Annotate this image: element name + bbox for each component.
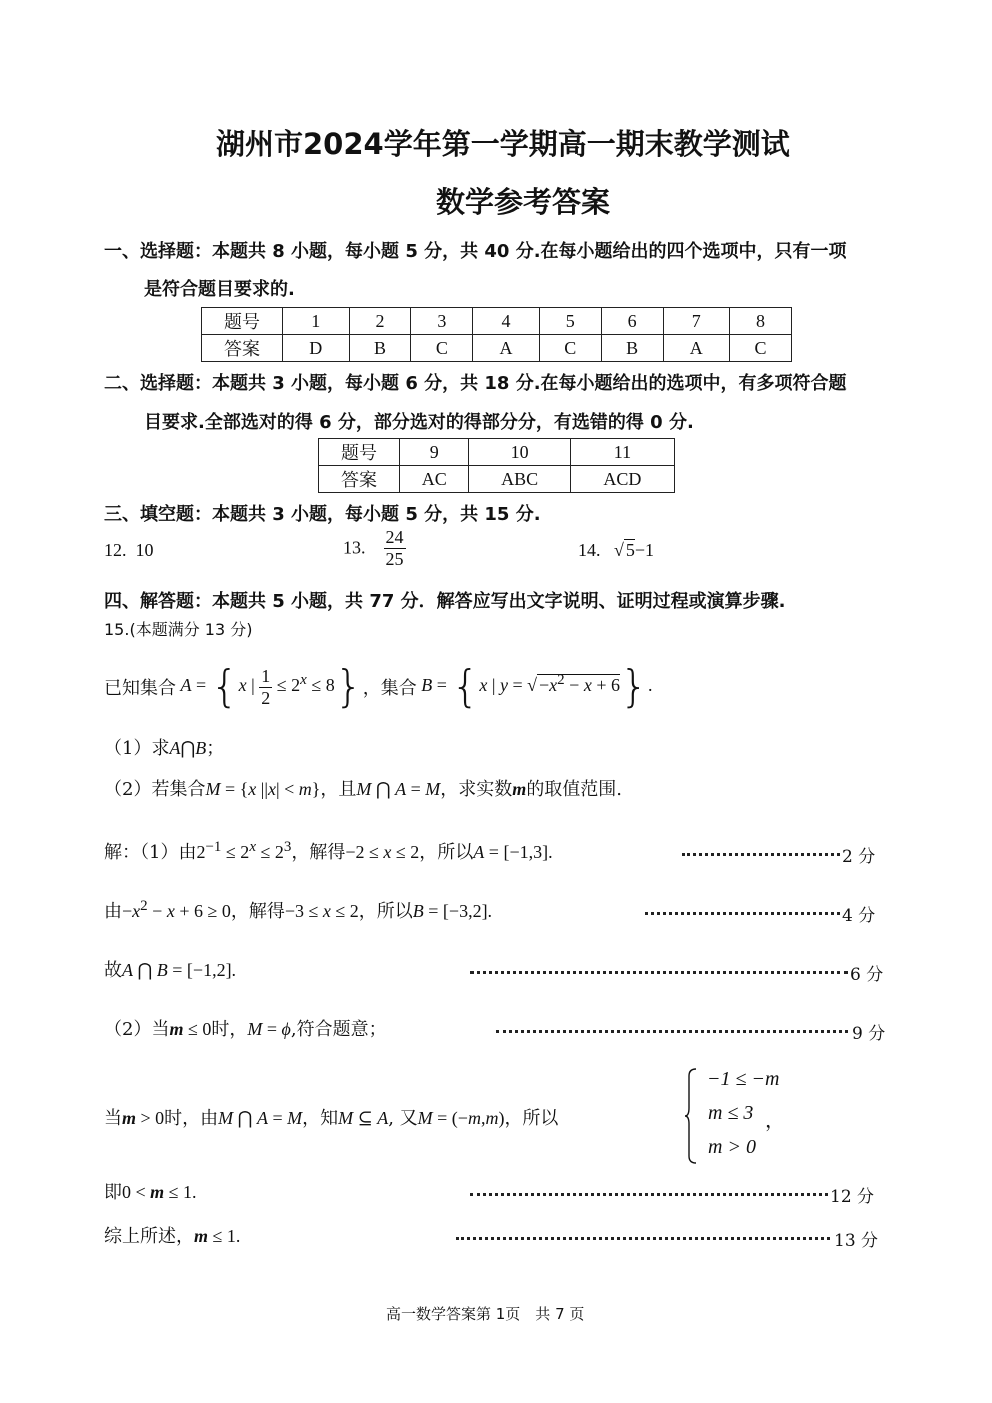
sol1-expr2: −2 ≤ x ≤ 2 bbox=[345, 842, 420, 862]
table-cell: 9 bbox=[400, 439, 469, 466]
table-cell: 11 bbox=[570, 439, 674, 466]
sol1-mid2: ，所以 bbox=[419, 842, 474, 863]
score-leader-dots bbox=[496, 1030, 848, 1033]
table-cell: 2 bbox=[349, 308, 411, 335]
section3-heading: 三、填空题：本题共 3 小题，每小题 5 分，共 15 分. bbox=[104, 504, 541, 525]
sol4-mid: 时， bbox=[211, 1019, 248, 1040]
sol2-expr3: B = [−3,2]. bbox=[412, 901, 493, 921]
sol4-expr1: m ≤ 0 bbox=[169, 1019, 212, 1039]
table-header-cell: 答案 bbox=[202, 335, 283, 362]
part2-prefix: （2）若集合 bbox=[104, 779, 206, 800]
sol2-prefix: 由 bbox=[104, 901, 122, 922]
sol1-prefix: 解：（1）由 bbox=[104, 842, 197, 863]
score-leader-dots bbox=[682, 853, 840, 856]
system-line-1: −1 ≤ −m bbox=[707, 1068, 780, 1090]
table-cell: ACD bbox=[570, 466, 674, 493]
q12-answer bbox=[104, 540, 154, 561]
table-cell: B bbox=[601, 335, 663, 362]
table-cell: 8 bbox=[730, 308, 792, 335]
table-cell: C bbox=[539, 335, 601, 362]
system-line-2: m ≤ 3 bbox=[708, 1102, 754, 1124]
table-header-cell: 题号 bbox=[319, 439, 400, 466]
sol6-prefix: 即 bbox=[104, 1182, 122, 1203]
system-brace bbox=[685, 1068, 697, 1164]
sol5-expr4: M = (−m,m) bbox=[417, 1108, 505, 1128]
sol7-prefix: 综上所述， bbox=[104, 1226, 194, 1247]
table-cell: 3 bbox=[411, 308, 473, 335]
sol2-expr2: −3 ≤ x ≤ 2 bbox=[284, 901, 359, 921]
part2-cond: M ⋂ A = M bbox=[356, 779, 441, 799]
sol5-expr2: M ⋂ A = M bbox=[218, 1108, 303, 1128]
score-label: 4 分 bbox=[842, 906, 876, 926]
sol4-expr2: M = ϕ bbox=[247, 1019, 291, 1039]
table-cell: 6 bbox=[601, 308, 663, 335]
problem-prefix: 已知集合 bbox=[104, 678, 176, 699]
part1 bbox=[104, 734, 224, 760]
solution-line-3 bbox=[104, 956, 236, 982]
solution-line-2 bbox=[104, 897, 492, 923]
solution-line-7 bbox=[104, 1222, 240, 1248]
score-leader-dots bbox=[645, 912, 840, 915]
q13-numerator: 24 bbox=[385, 527, 404, 547]
sol3-expr: A ⋂ B = [−1,2]. bbox=[122, 960, 237, 980]
sol7-expr: m ≤ 1. bbox=[194, 1226, 241, 1246]
problem-mid: ，集合 bbox=[362, 678, 417, 699]
part1-label: （1）求 bbox=[104, 738, 170, 759]
set-m-def: M = {x ||x| < m} bbox=[205, 779, 321, 799]
score-label: 9 分 bbox=[852, 1024, 886, 1044]
table-row bbox=[319, 466, 675, 493]
section2-heading-cont: 目要求.全部选对的得 6 分，部分选对的得部分分，有选错的得 0 分. bbox=[144, 412, 694, 433]
problem-statement bbox=[104, 657, 652, 717]
q12-label: 12. bbox=[104, 540, 127, 560]
table-row bbox=[202, 335, 792, 362]
q13-fraction bbox=[384, 527, 406, 569]
q14-answer bbox=[578, 540, 654, 561]
score-label: 2 分 bbox=[842, 847, 876, 867]
score-leader-dots bbox=[470, 1193, 828, 1196]
q13-label: 13. bbox=[343, 537, 366, 558]
table-cell: B bbox=[349, 335, 411, 362]
sol5-mid: 时，由 bbox=[164, 1108, 219, 1129]
table-cell: 1 bbox=[283, 308, 350, 335]
table-cell: A bbox=[473, 335, 540, 362]
sol4-suffix: ,符合题意； bbox=[290, 1019, 387, 1040]
sol1-expr1: $2^{-1} \le 2^x \le 2^3$ bbox=[196, 839, 292, 862]
sol6-expr: 0 < m ≤ 1. bbox=[122, 1182, 197, 1202]
section1-heading-cont: 是符合题目要求的. bbox=[144, 279, 295, 300]
sol4-prefix: （2）当 bbox=[104, 1019, 170, 1040]
section2-answer-table bbox=[318, 438, 675, 493]
table-row bbox=[319, 439, 675, 466]
table-cell: D bbox=[283, 335, 350, 362]
sol5-mid3: , 又 bbox=[388, 1108, 418, 1129]
score-leader-dots bbox=[456, 1237, 830, 1240]
sol5-mid4: ，所以 bbox=[504, 1108, 559, 1129]
section1-heading: 一、选择题：本题共 8 小题，每小题 5 分，共 40 分.在每小题给出的四个选项中，只有一项 bbox=[104, 241, 847, 262]
sqrt-sign: √ bbox=[614, 540, 624, 560]
sol2-mid2: ，所以 bbox=[358, 901, 413, 922]
score-label: 6 分 bbox=[850, 965, 884, 985]
solution-line-5 bbox=[104, 1104, 558, 1130]
table-cell: AC bbox=[400, 466, 469, 493]
table-cell: 7 bbox=[663, 308, 730, 335]
page-subtitle: 数学参考答案 bbox=[436, 185, 611, 219]
sol3-prefix: 故 bbox=[104, 960, 122, 981]
sol5-expr3: M ⊆ A bbox=[338, 1108, 389, 1128]
part1-expr: A⋂B； bbox=[169, 738, 225, 758]
sol1-mid: ，解得 bbox=[291, 842, 346, 863]
table-cell: C bbox=[730, 335, 792, 362]
q14-rest: −1 bbox=[634, 540, 655, 560]
part2-suffix: ，求实数 bbox=[440, 779, 513, 800]
sol2-mid: ，解得 bbox=[230, 901, 285, 922]
set-b-def: B = {x | y = √ $-x^2 - x + 6$}. bbox=[416, 661, 653, 712]
solution-line-6 bbox=[104, 1178, 197, 1204]
q13-answer bbox=[343, 527, 406, 569]
table-cell: 10 bbox=[469, 439, 570, 466]
system-line-3: m > 0 bbox=[708, 1136, 756, 1158]
table-header-cell: 答案 bbox=[319, 466, 400, 493]
q15-header: 15.(本题满分 13 分) bbox=[104, 620, 253, 639]
part2-end: 的取值范围. bbox=[526, 779, 623, 800]
section4-heading: 四、解答题：本题共 5 小题，共 77 分．解答应写出文字说明、证明过程或演算步骤. bbox=[104, 591, 786, 612]
score-label: 13 分 bbox=[834, 1231, 879, 1251]
table-cell: C bbox=[411, 335, 473, 362]
var-m: m bbox=[512, 779, 527, 799]
table-cell: 4 bbox=[473, 308, 540, 335]
system-comma: ， bbox=[765, 1110, 785, 1132]
sol1-expr3: A = [−1,3]. bbox=[473, 842, 553, 862]
section1-answer-table bbox=[201, 307, 792, 362]
sol5-prefix: 当 bbox=[104, 1108, 122, 1129]
table-cell: 5 bbox=[539, 308, 601, 335]
q13-denominator: 25 bbox=[385, 548, 404, 569]
q12-value: 10 bbox=[135, 540, 154, 560]
sol5-expr1: m > 0 bbox=[122, 1108, 165, 1128]
table-row bbox=[202, 308, 792, 335]
sol5-mid2: ，知 bbox=[302, 1108, 339, 1129]
table-header-cell: 题号 bbox=[202, 308, 283, 335]
solution-line-4 bbox=[104, 1015, 387, 1041]
table-cell: ABC bbox=[469, 466, 570, 493]
table-cell: A bbox=[663, 335, 730, 362]
score-leader-dots bbox=[470, 971, 848, 974]
sol2-expr1: $-x^2 - x + 6 \ge 0$ bbox=[122, 898, 231, 921]
score-label: 12 分 bbox=[830, 1187, 875, 1207]
q14-label: 14. bbox=[578, 540, 601, 560]
q14-radicand: 5 bbox=[625, 540, 635, 560]
part2-mid: ，且 bbox=[320, 779, 357, 800]
page-footer: 高一数学答案第 1页 共 7 页 bbox=[386, 1305, 585, 1323]
page-title: 湖州市2024学年第一学期高一期末教学测试 bbox=[216, 127, 790, 161]
set-a-def: A = {x | $\frac{1}{2}$ ≤ $2^x \le 8$} bbox=[176, 661, 363, 712]
solution-line-1 bbox=[104, 838, 553, 864]
section2-heading: 二、选择题：本题共 3 小题，每小题 6 分，共 18 分.在每小题给出的选项中，有多项符合题 bbox=[104, 373, 847, 394]
part2 bbox=[104, 775, 622, 801]
